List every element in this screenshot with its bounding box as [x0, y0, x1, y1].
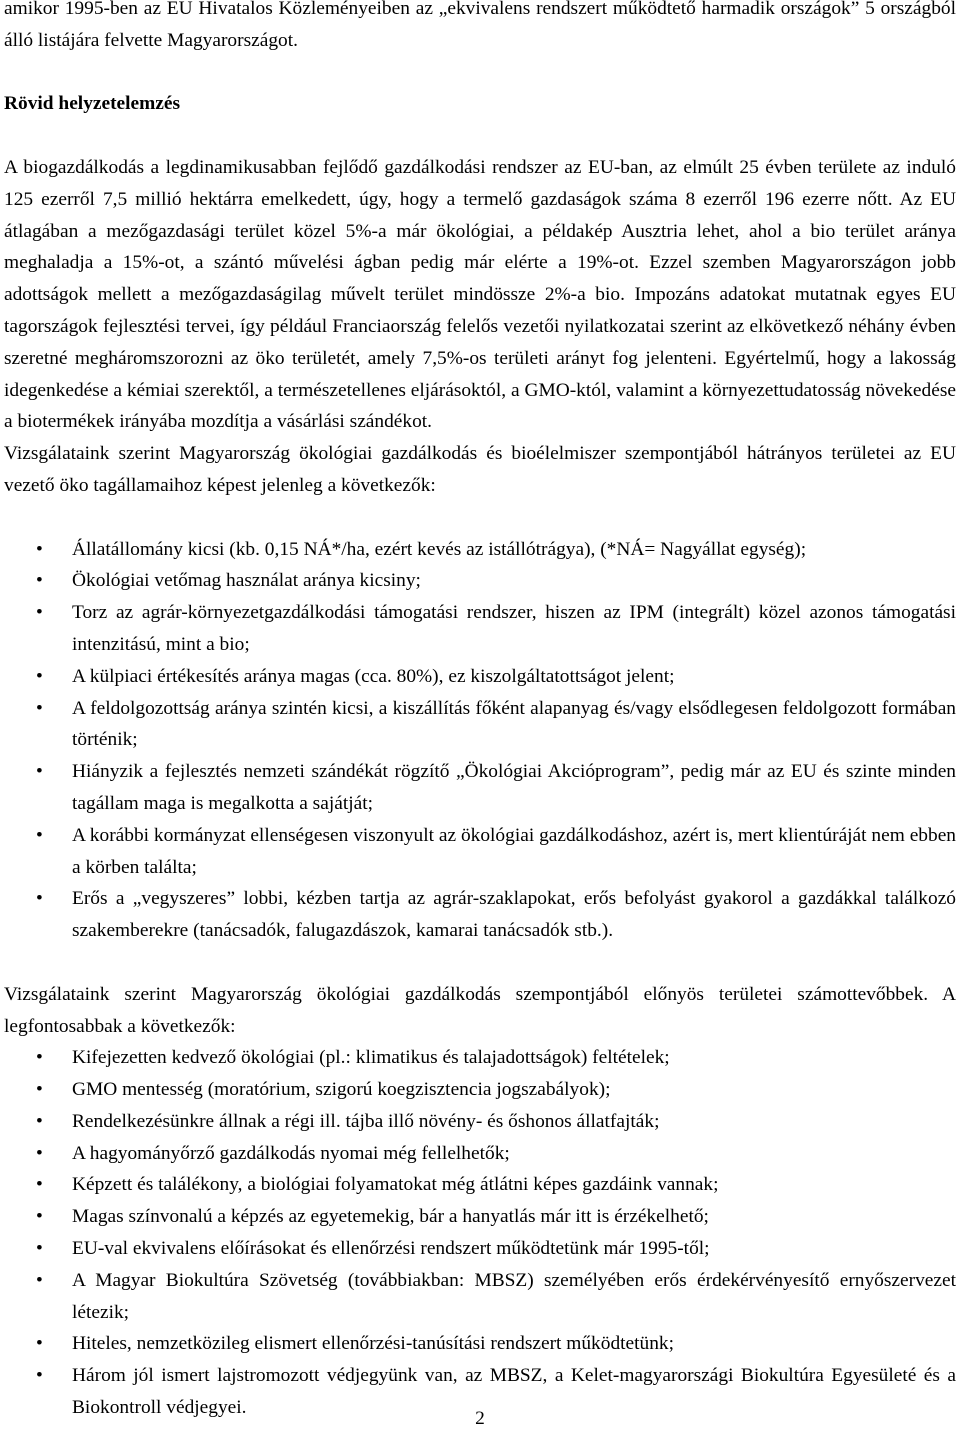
- bullet-icon: •: [36, 1142, 43, 1164]
- bullet-icon: •: [36, 570, 43, 592]
- list-item-text: Hiteles, nemzetközileg elismert ellenőrzési-tanúsítási rendszert működtetünk;: [72, 1333, 674, 1355]
- advantages-intro: Vizsgálataink szerint Magyarország ökológiai gazdálkodás szempontjából előnyös területei számottevőbbek. A legfontosabbak a következők:: [4, 983, 956, 1037]
- list-item: [4, 1265, 956, 1329]
- list-item: [4, 883, 956, 947]
- list-item-text: A Magyar Biokultúra Szövetség (továbbiakban: MBSZ) személyében erős érdekérvényesítő ernyőszervezet létezik;: [72, 1269, 956, 1323]
- bullet-icon: •: [36, 1365, 43, 1387]
- list-item-text: GMO mentesség (moratórium, szigorú koegzisztencia jogszabályok);: [72, 1079, 611, 1101]
- list-item-text: Erős a „vegyszeres” lobbi, kézben tartja az agrár-szaklapokat, erős befolyást gyakorol a gazdákkal találkozó szakemberekre (tanácsadók, falugazdászok, kamarai tanácsadók stb.).: [72, 888, 956, 942]
- list-item: [4, 1328, 956, 1360]
- list-item: [4, 565, 956, 597]
- list-item-text: A korábbi kormányzat ellenségesen viszonyult az ökológiai gazdálkodáshoz, azért is, mert klientúráját nem ebben a körben találta;: [72, 824, 956, 878]
- list-item-text: Torz az agrár-környezetgazdálkodási támogatási rendszer, hiszen az IPM (integrált) közel azonos támogatási intenzitású, mint a bio;: [72, 602, 956, 655]
- list-item-text: Három jól ismert lajstromozott védjegyünk van, az MBSZ, a Kelet-magyarországi Biokultúra Egyesületé és a Biokontroll védjegyei.: [72, 1365, 956, 1419]
- list-item: [4, 661, 956, 693]
- list-item: [4, 1233, 956, 1265]
- list-item: [4, 820, 956, 884]
- bullet-icon: •: [36, 1110, 43, 1132]
- spacer: [4, 502, 956, 534]
- bullet-icon: •: [36, 1238, 43, 1260]
- disadvantages-intro: Vizsgálataink szerint Magyarország ökológiai gazdálkodás és bioélelmiszer szempontjából hátrányos területei az EU vezető öko tagállamaihoz képest jelenleg a következők:: [4, 443, 956, 496]
- bullet-icon: •: [36, 1269, 43, 1291]
- list-item-text: Rendelkezésünkre állnak a régi ill. tájba illő növény- és őshonos állatfajták;: [72, 1110, 660, 1132]
- advantages-list: [4, 1042, 956, 1424]
- bullet-icon: •: [36, 1047, 43, 1069]
- list-item-text: A hagyományőrző gazdálkodás nyomai még fellelhetők;: [72, 1142, 510, 1164]
- bullet-icon: •: [36, 824, 43, 846]
- list-item: [4, 693, 956, 757]
- bullet-icon: •: [36, 1206, 43, 1228]
- list-item-text: Magas színvonalú a képzés az egyetemekig, bár a hanyatlás már itt is érzékelhető;: [72, 1206, 709, 1228]
- bullet-icon: •: [36, 1333, 43, 1355]
- page-number: 2: [475, 1408, 485, 1429]
- list-item-text: Képzett és találékony, a biológiai folyamatokat még átlátni képes gazdáink vannak;: [72, 1174, 719, 1196]
- list-item: [4, 756, 956, 820]
- disadvantages-list: [4, 534, 956, 947]
- intro-paragraph: amikor 1995-ben az EU Hivatalos Közleményeiben az „ekvivalens rendszert működtető harmadik országok” 5 országból álló listájára felvette Magyarországot.: [4, 0, 956, 51]
- bullet-icon: •: [36, 602, 43, 624]
- bullet-icon: •: [36, 888, 43, 910]
- list-item: [4, 1138, 956, 1170]
- list-item-text: Ökológiai vetőmag használat aránya kicsiny;: [72, 570, 421, 592]
- list-item-text: EU-val ekvivalens előírásokat és ellenőrzési rendszert működtetünk már 1995-től;: [72, 1238, 710, 1260]
- situation-paragraph: A biogazdálkodás a legdinamikusabban fejlődő gazdálkodási rendszer az EU-ban, az elmúlt 25 évben területe az induló 125 ezerről 7,5 millió hektárra emelkedett, úgy, hogy a termelő gazdaságok száma 8 ezerről 196 ezerre nőtt. Az EU átlagában a mezőgazdasági terület közel 5%-a már ökológiai, a példakép Ausztria lehet, ahol a bio terület aránya meghaladja a 15%-ot, a szántó művelési ágban pedig már elérte a 19%-ot. Ezzel szemben Magyarországon jobb adottságok mellett a mezőgazdaságilag művelt terület mindössze 2%-a bio. Impozáns adatokat mutatnak egyes EU tagországok fejlesztési tervei, így például Franciaország felelős vezetői nyilatkozatai szerint az elkövetkező néhány évben szeretné megháromszorozni az öko területét, amely 7,5%-os területi arányt fog jelenteni. Egyértelmű, hogy a lakosság idegenkedése a kémiai szerektől, a természetellenes eljárásoktól, a GMO-któl, valamint a környezettudatosság növekedése a biotermékek irányába mozdítja a vásárlási szándékot.: [4, 156, 956, 433]
- list-item: [4, 1106, 956, 1138]
- list-item-text: Hiányzik a fejlesztés nemzeti szándékát rögzítő „Ökológiai Akcióprogram”, pedig már az EU és szinte minden tagállam maga is megalkotta a sajátját;: [72, 761, 956, 814]
- bullet-icon: •: [36, 665, 43, 687]
- bullet-icon: •: [36, 761, 43, 783]
- list-item-text: Állatállomány kicsi (kb. 0,15 NÁ*/ha, ezért kevés az istállótrágya), (*NÁ= Nagyállat egység);: [72, 538, 807, 560]
- list-item: [4, 1042, 956, 1074]
- list-item-text: A feldolgozottság aránya szintén kicsi, a kiszállítás főként alapanyag és/vagy elsődlegesen feldolgozott formában történik;: [72, 697, 956, 751]
- list-item: [4, 1201, 956, 1233]
- bullet-icon: •: [36, 1079, 43, 1101]
- list-item: [4, 534, 956, 566]
- list-item: [4, 1169, 956, 1201]
- list-item: [4, 597, 956, 661]
- list-item-text: A külpiaci értékesítés aránya magas (cca. 80%), ez kiszolgáltatottságot jelent;: [72, 665, 675, 687]
- bullet-icon: •: [36, 1174, 43, 1196]
- bullet-icon: •: [36, 538, 43, 560]
- bullet-icon: •: [36, 697, 43, 719]
- list-item-text: Kifejezetten kedvező ökológiai (pl.: klimatikus és talajadottságok) feltételek;: [72, 1047, 670, 1069]
- section-heading: Rövid helyzetelemzés: [4, 93, 181, 115]
- list-item: [4, 1074, 956, 1106]
- spacer: [4, 947, 956, 979]
